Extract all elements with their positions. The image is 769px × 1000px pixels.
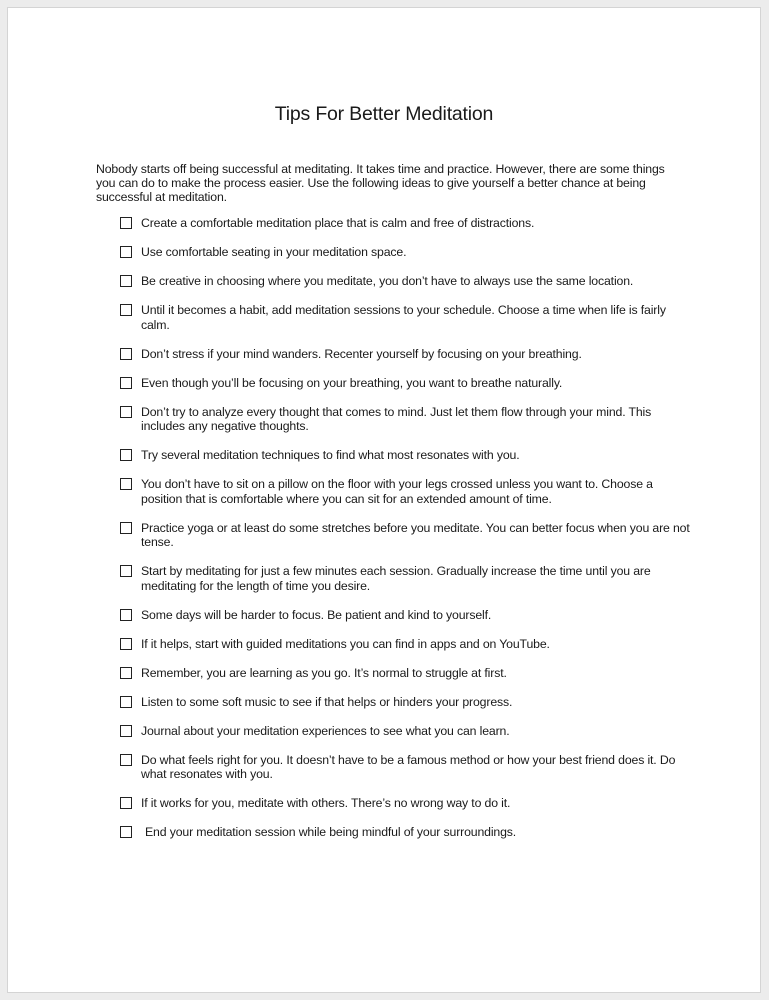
checklist-item-text: Until it becomes a habit, add meditation sessions to your schedule. Choose a time when life is fairly calm. [141,303,666,332]
checklist-item [120,825,690,840]
checklist-item-text: Use comfortable seating in your meditation space. [141,245,407,259]
checklist-item-text: Some days will be harder to focus. Be patient and kind to yourself. [141,607,492,622]
checklist-item-text: Listen to some soft music to see if that helps or hinders your progress. [141,694,513,709]
checklist-item [120,521,690,550]
document-title: Tips For Better Meditation [274,103,494,125]
checklist-item-text: End your meditation session while being mindful of your surroundings. [145,825,517,839]
checklist-item-text: Be creative in choosing where you meditate, you don’t have to always use the same location. [141,274,634,288]
checkbox-empty-icon[interactable] [120,406,132,418]
checklist-item [120,477,690,506]
checklist-item [120,666,690,681]
checklist-item-text: Create a comfortable meditation place that is calm and free of distractions. [141,216,535,230]
checkbox-empty-icon[interactable] [120,275,132,287]
checkbox-empty-icon[interactable] [120,377,132,389]
checklist-item [120,448,690,463]
checkbox-empty-icon[interactable] [120,667,132,679]
checkbox-empty-icon[interactable] [120,609,132,621]
checklist-item-text: You don’t have to sit on a pillow on the floor with your legs crossed unless you want to. Choose a position that is comfortable where you can sit for an extended amount of time. [141,477,653,506]
checklist-item [120,796,690,811]
checklist-item-text: Try several meditation techniques to find what most resonates with you. [141,448,520,462]
checklist-item [120,405,690,434]
checkbox-empty-icon[interactable] [120,449,132,461]
checkbox-empty-icon[interactable] [120,696,132,708]
checkbox-empty-icon[interactable] [120,522,132,534]
checklist-item [120,347,690,362]
checklist-item-text: Start by meditating for just a few minutes each session. Gradually increase the time until you are meditating for the length of time you desire. [141,564,651,593]
checklist-item-text: Even though you’ll be focusing on your breathing, you want to breathe naturally. [141,375,563,390]
checklist-item [120,695,690,710]
checklist-item-text: Do what feels right for you. It doesn’t have to be a famous method or how your best friend does it. Do what resonates with you. [141,752,676,781]
checklist-item-text: Journal about your meditation experiences to see what you can learn. [141,723,510,738]
checklist-item [120,216,690,231]
checklist-item [120,608,690,623]
checkbox-empty-icon[interactable] [120,246,132,258]
checklist-item [120,245,690,260]
checklist-item [120,724,690,739]
checklist-item [120,303,690,332]
tips-checklist [120,216,690,840]
checklist-item-text: If it helps, start with guided meditations you can find in apps and on YouTube. [141,636,550,651]
checkbox-empty-icon[interactable] [120,797,132,809]
checklist-item [120,753,690,782]
checkbox-empty-icon[interactable] [120,638,132,650]
checkbox-empty-icon[interactable] [120,478,132,490]
checkbox-empty-icon[interactable] [120,826,132,838]
checklist-item-text: Don’t stress if your mind wanders. Recenter yourself by focusing on your breathing. [141,346,582,361]
checklist-item-text: Practice yoga or at least do some stretches before you meditate. You can better focus when you are not tense. [141,520,690,549]
checklist-item-text: Don’t try to analyze every thought that comes to mind. Just let them flow through your mind. This includes any negative thoughts. [141,404,652,433]
checklist-item [120,376,690,391]
checklist-item [120,564,690,593]
checkbox-empty-icon[interactable] [120,348,132,360]
checklist-item-text: If it works for you, meditate with others. There’s no wrong way to do it. [141,796,511,810]
checkbox-empty-icon[interactable] [120,565,132,577]
checkbox-empty-icon[interactable] [120,304,132,316]
document-page [7,7,761,993]
checkbox-empty-icon[interactable] [120,725,132,737]
intro-paragraph: Nobody starts off being successful at meditating. It takes time and practice. However, there are some things you can do to make the process easier. Use the following ideas to give yourself a better chance at being successful at meditation. [96,162,665,205]
checkbox-empty-icon[interactable] [120,217,132,229]
checkbox-empty-icon[interactable] [120,754,132,766]
checklist-item [120,274,690,289]
checklist-item [120,637,690,652]
checklist-item-text: Remember, you are learning as you go. It’s normal to struggle at first. [141,665,507,680]
